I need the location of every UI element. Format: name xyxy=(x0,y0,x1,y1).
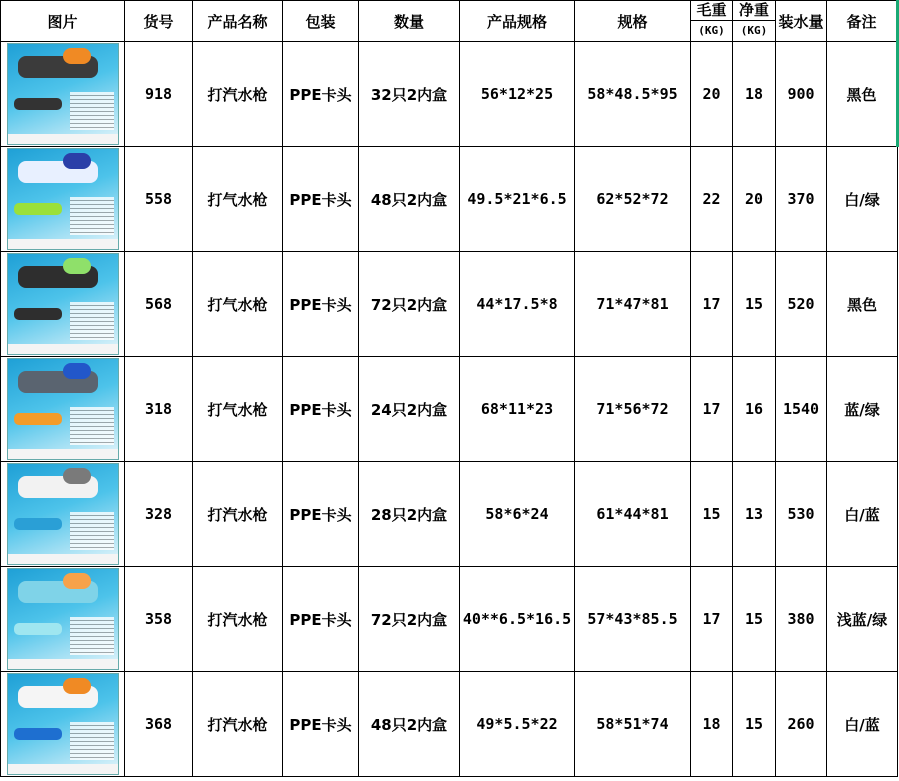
header-product-size: 产品规格 xyxy=(460,1,575,42)
cell-carton-size: 57*43*85.5 xyxy=(575,567,691,672)
cell-gross-weight: 15 xyxy=(691,462,733,567)
product-photo xyxy=(7,358,119,460)
header-gross-weight-unit: (KG) xyxy=(698,24,725,37)
cell-capacity: 370 xyxy=(776,147,827,252)
cell-carton-size: 71*47*81 xyxy=(575,252,691,357)
cell-product-name: 打汽水枪 xyxy=(193,462,283,567)
cell-carton-size: 61*44*81 xyxy=(575,462,691,567)
water-tank-image xyxy=(63,48,91,64)
cell-carton-size: 58*48.5*95 xyxy=(575,42,691,147)
header-remark: 备注 xyxy=(827,1,898,42)
cell-packing: PPE卡头 xyxy=(283,42,359,147)
cell-net-weight: 15 xyxy=(733,252,776,357)
cell-remark: 白/绿 xyxy=(827,147,898,252)
cell-product-size: 56*12*25 xyxy=(460,42,575,147)
cell-product-size: 68*11*23 xyxy=(460,357,575,462)
table-row xyxy=(1,357,898,462)
cell-item-no: 918 xyxy=(125,42,193,147)
cell-net-weight: 16 xyxy=(733,357,776,462)
product-photo xyxy=(7,43,119,145)
header-picture: 图片 xyxy=(1,1,125,42)
cell-quantity: 32只2内盒 xyxy=(359,42,460,147)
product-photo xyxy=(7,463,119,565)
cell-carton-size: 71*56*72 xyxy=(575,357,691,462)
cell-capacity: 900 xyxy=(776,42,827,147)
table-row xyxy=(1,42,898,147)
cell-capacity: 530 xyxy=(776,462,827,567)
cell-product-size: 40**6.5*16.5 xyxy=(460,567,575,672)
cell-packing: PPE卡头 xyxy=(283,357,359,462)
water-tank-image xyxy=(63,153,91,169)
caption-strip xyxy=(8,134,118,144)
table-row xyxy=(1,462,898,567)
header-capacity: 装水量 xyxy=(776,1,827,42)
water-gun-secondary-image xyxy=(14,728,62,740)
spec-sheet-image xyxy=(70,512,114,550)
spec-sheet-image xyxy=(70,197,114,235)
cell-packing: PPE卡头 xyxy=(283,462,359,567)
cell-item-no: 368 xyxy=(125,672,193,777)
spec-sheet-image xyxy=(70,407,114,445)
cell-item-no: 568 xyxy=(125,252,193,357)
cell-gross-weight: 22 xyxy=(691,147,733,252)
cell-item-no: 328 xyxy=(125,462,193,567)
cell-picture xyxy=(1,147,125,252)
cell-gross-weight: 17 xyxy=(691,252,733,357)
cell-remark: 蓝/绿 xyxy=(827,357,898,462)
spec-sheet-image xyxy=(70,722,114,760)
cell-picture xyxy=(1,42,125,147)
cell-net-weight: 13 xyxy=(733,462,776,567)
water-gun-secondary-image xyxy=(14,308,62,320)
product-photo xyxy=(7,568,119,670)
table-row xyxy=(1,672,898,777)
cell-item-no: 358 xyxy=(125,567,193,672)
water-tank-image xyxy=(63,363,91,379)
cell-net-weight: 15 xyxy=(733,567,776,672)
cell-item-no: 558 xyxy=(125,147,193,252)
cell-carton-size: 62*52*72 xyxy=(575,147,691,252)
header-net-weight-unit: (KG) xyxy=(740,24,768,37)
cell-carton-size: 58*51*74 xyxy=(575,672,691,777)
cell-product-name: 打气水枪 xyxy=(193,252,283,357)
cell-product-name: 打汽水枪 xyxy=(193,672,283,777)
cell-product-name: 打汽水枪 xyxy=(193,42,283,147)
cell-gross-weight: 20 xyxy=(691,42,733,147)
water-tank-image xyxy=(63,258,91,274)
cell-picture xyxy=(1,462,125,567)
cell-product-name: 打气水枪 xyxy=(193,147,283,252)
water-gun-secondary-image xyxy=(14,518,62,530)
header-gross-weight-label: 毛重 xyxy=(691,1,732,21)
water-tank-image xyxy=(63,573,91,589)
cell-remark: 浅蓝/绿 xyxy=(827,567,898,672)
water-tank-image xyxy=(63,468,91,484)
caption-strip xyxy=(8,344,118,354)
water-gun-secondary-image xyxy=(14,413,62,425)
cell-remark: 白/蓝 xyxy=(827,462,898,567)
cell-remark: 黑色 xyxy=(827,252,898,357)
cell-gross-weight: 17 xyxy=(691,357,733,462)
header-gross-weight xyxy=(691,1,733,42)
cell-gross-weight: 18 xyxy=(691,672,733,777)
cell-item-no: 318 xyxy=(125,357,193,462)
cell-remark: 白/蓝 xyxy=(827,672,898,777)
cell-packing: PPE卡头 xyxy=(283,567,359,672)
cell-net-weight: 20 xyxy=(733,147,776,252)
cell-picture xyxy=(1,357,125,462)
spec-sheet-image xyxy=(70,302,114,340)
spec-sheet-image xyxy=(70,92,114,130)
cell-product-size: 49*5.5*22 xyxy=(460,672,575,777)
cell-net-weight: 15 xyxy=(733,672,776,777)
cell-product-size: 44*17.5*8 xyxy=(460,252,575,357)
header-carton-size: 规格 xyxy=(575,1,691,42)
cell-product-size: 58*6*24 xyxy=(460,462,575,567)
header-row xyxy=(1,1,898,42)
water-tank-image xyxy=(63,678,91,694)
cell-picture xyxy=(1,672,125,777)
table-row xyxy=(1,252,898,357)
product-photo xyxy=(7,253,119,355)
product-photo xyxy=(7,673,119,775)
cell-quantity: 28只2内盒 xyxy=(359,462,460,567)
cell-product-name: 打气水枪 xyxy=(193,357,283,462)
cell-quantity: 48只2内盒 xyxy=(359,672,460,777)
cell-net-weight: 18 xyxy=(733,42,776,147)
header-packing: 包装 xyxy=(283,1,359,42)
cell-quantity: 72只2内盒 xyxy=(359,567,460,672)
cell-quantity: 24只2内盒 xyxy=(359,357,460,462)
cell-remark: 黑色 xyxy=(827,42,898,147)
water-gun-secondary-image xyxy=(14,203,62,215)
cell-product-name: 打汽水枪 xyxy=(193,567,283,672)
cell-quantity: 48只2内盒 xyxy=(359,147,460,252)
table-row xyxy=(1,147,898,252)
cell-quantity: 72只2内盒 xyxy=(359,252,460,357)
caption-strip xyxy=(8,554,118,564)
spec-sheet-image xyxy=(70,617,114,655)
cell-capacity: 380 xyxy=(776,567,827,672)
water-gun-secondary-image xyxy=(14,98,62,110)
header-quantity: 数量 xyxy=(359,1,460,42)
cell-product-size: 49.5*21*6.5 xyxy=(460,147,575,252)
caption-strip xyxy=(8,449,118,459)
header-item-no: 货号 xyxy=(125,1,193,42)
header-product-name: 产品名称 xyxy=(193,1,283,42)
table-row xyxy=(1,567,898,672)
caption-strip xyxy=(8,239,118,249)
cell-picture xyxy=(1,567,125,672)
header-net-weight xyxy=(733,1,776,42)
water-gun-secondary-image xyxy=(14,623,62,635)
cell-gross-weight: 17 xyxy=(691,567,733,672)
product-photo xyxy=(7,148,119,250)
cell-packing: PPE卡头 xyxy=(283,147,359,252)
cell-capacity: 520 xyxy=(776,252,827,357)
cell-capacity: 1540 xyxy=(776,357,827,462)
caption-strip xyxy=(8,764,118,774)
cell-packing: PPE卡头 xyxy=(283,672,359,777)
caption-strip xyxy=(8,659,118,669)
cell-capacity: 260 xyxy=(776,672,827,777)
cell-picture xyxy=(1,252,125,357)
header-net-weight-label: 净重 xyxy=(733,1,775,21)
cell-packing: PPE卡头 xyxy=(283,252,359,357)
